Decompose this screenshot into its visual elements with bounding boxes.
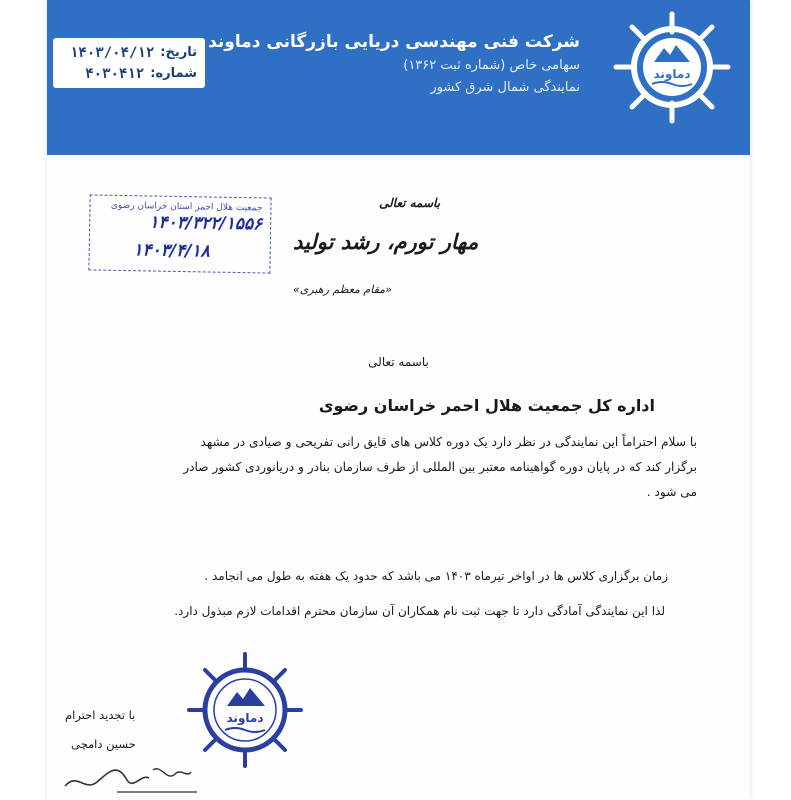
- number-row: [61, 63, 197, 84]
- logo-text: دماوند: [653, 67, 691, 81]
- body-line: می شود .: [646, 485, 697, 499]
- reference-box: [53, 38, 205, 88]
- company-branch: نمایندگی شمال شرق کشور: [430, 80, 580, 95]
- letter-body: [77, 430, 697, 505]
- motto-source: «مقام معظم رهبری»: [293, 283, 392, 296]
- date-row: [61, 42, 197, 63]
- body-line: با سلام احتراماً این نمایندگی در نظر دارد یک دوره کلاس های قایق رانی تفریحی و صیادی در مشهد: [200, 435, 697, 449]
- stamp-number: ۱۴۰۳/۳۲۲/۱۵۵۶: [149, 212, 263, 235]
- body-line: برگزار کند که در پایان دوره گواهینامه معتبر بین المللی از طرف سازمان بنادر و دریانوردی کشور صادر: [183, 460, 697, 474]
- number-label: شماره:: [150, 66, 197, 81]
- signature-icon: [57, 752, 207, 798]
- recipient: اداره کل جمعیت هلال احمر خراسان رضوی: [318, 396, 655, 415]
- motto-basmala: باسمه تعالی: [379, 196, 441, 210]
- letterhead: [47, 0, 750, 155]
- closing-phrase: با تجدید احترام: [65, 708, 136, 722]
- class-schedule: زمان برگزاری کلاس ها در اواخر تیرماه ۱۴۰۳ می باشد که حدود یک هفته به طول می انجامد .: [204, 569, 668, 583]
- date-label: تاریخ:: [160, 45, 197, 60]
- company-registration: سهامی خاص (شماره ثبت ۱۳۶۲): [403, 58, 580, 73]
- date-value: ۱۴۰۳/۰۴/۱۲: [70, 44, 155, 61]
- readiness-note: لذا این نمایندگی آمادگی دارد تا جهت ثبت نام همکاران آن سازمان محترم اقدامات لازم مبذول دارد.: [174, 604, 665, 618]
- ship-wheel-logo-icon: [612, 10, 732, 125]
- stamp-org: جمعیت هلال احمر استان خراسان رضوی: [110, 200, 263, 214]
- company-name: شرکت فنی مهندسی دریایی بازرگانی دماوند: [208, 32, 580, 52]
- letter-basmala: باسمه تعالی: [368, 355, 429, 369]
- seal-name: دماوند: [226, 711, 264, 725]
- letter-sheet: [47, 0, 750, 800]
- signer-name: حسین دامچی: [71, 737, 136, 751]
- received-stamp: [88, 194, 271, 273]
- year-motto: مهار تورم، رشد تولید: [293, 230, 479, 254]
- stamp-date: ۱۴۰۳/۴/۱۸: [133, 240, 210, 262]
- number-value: ۴۰۳۰۴۱۲: [85, 65, 145, 82]
